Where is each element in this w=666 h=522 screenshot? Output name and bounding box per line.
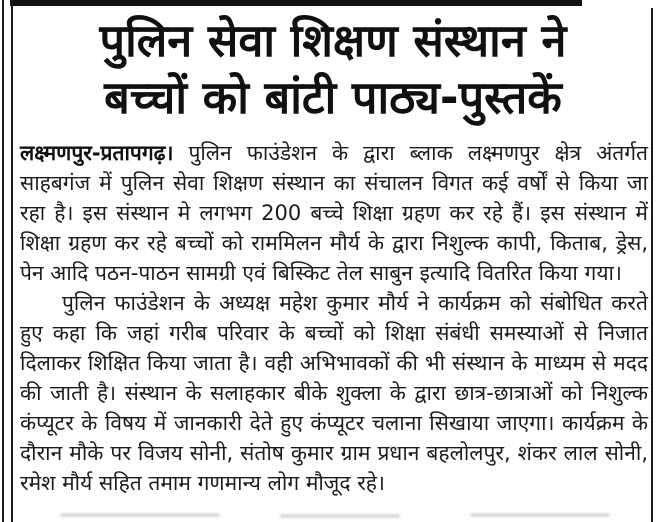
left-border-outer-line — [2, 0, 4, 522]
paragraph-2: पुलिन फाउंडेशन के अध्यक्ष महेश कुमार मौर्य ने कार्यक्रम को संबोधित करते हुए कहा कि जहां गरीब परिवार के बच्चों को शिक्षा संबंधी समस्याओं से निजात दिलाकर शिक्षित किया जाता है। वही अभिभावकों की भी संस्थान के माध्यम से मदद की जाती है। संस्थान के सलाहकार बीके शुक्ला के द्वारा छात्र-छात्राओं को निशुल्क कंप्यूटर के विषय में जानकारी देते हुए कंप्यूटर चलाना सिखाया जाएगा। कार्यक्रम के दौरान मौके पर विजय सोनी, संतोष कुमार ग्राम प्रधान बहलोलपुर, शंकर लाल सोनी, रमेश मौर्य सहित तमाम गणमान्य लोग मौजूद रहे। — [20, 291, 648, 495]
paragraph-1 — [20, 138, 648, 288]
dateline: लक्ष्मणपुर-प्रतापगढ़। — [20, 141, 174, 165]
scan-smudge — [60, 513, 220, 517]
article-body — [20, 138, 648, 498]
scan-smudge — [470, 513, 610, 517]
article-headline — [0, 0, 666, 132]
top-border-bar — [10, 0, 582, 6]
headline-line-1: पुलिन सेवा शिक्षण संस्थान ने — [99, 14, 567, 67]
scan-smudge — [280, 514, 400, 518]
paragraph-1-text: पुलिन फाउंडेशन के द्वारा ब्लाक लक्ष्मणपुर क्षेत्र अंतर्गत साहबगंज में पुलिन सेवा शिक्षण संस्थान का संचालन विगत कई वर्षों से किया जा रहा है। इस संस्थान मे लगभग 200 बच्चे शिक्षा ग्रहण कर रहे हैं। इस संस्थान में शिक्षा ग्रहण कर रहे बच्चों को राममिलन मौर्य के द्वारा निशुल्क कापी, किताब, ड्रेस, पेन आदि पठन-पाठन सामग्री एवं बिस्किट तेल साबुन इत्यादि वितरित किया गया। — [20, 141, 648, 285]
right-border-line — [651, 8, 653, 522]
left-border-inner-line — [11, 0, 13, 522]
headline-line-2: बच्चों को बांटी पाठ्य-पुस्तकें — [104, 71, 562, 124]
